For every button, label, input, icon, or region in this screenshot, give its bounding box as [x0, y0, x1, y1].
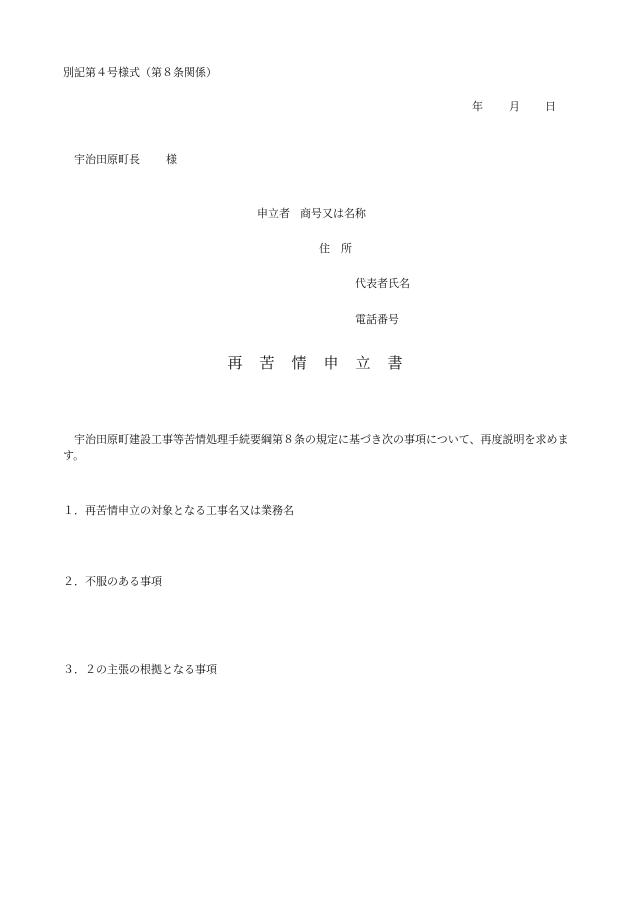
addressee-honorific: 様 — [166, 153, 177, 166]
date-year-label: 年 — [472, 100, 483, 113]
addressee-name: 宇治田原町長 — [74, 153, 140, 166]
address-label: 住 所 — [319, 242, 352, 255]
item-objection-matters: ２．不服のある事項 — [63, 575, 162, 588]
request-statement: 宇治田原町建設工事等苦情処理手続要綱第８条の規定に基づき次の事項について、再度説明を求めます。 — [63, 433, 569, 462]
item-grounds-for-claim: ３．２の主張の根拠となる事項 — [63, 663, 217, 676]
date-month-label: 月 — [509, 100, 520, 113]
document-title: 再苦情申立書 — [227, 354, 420, 372]
form-number: 別記第４号様式（第８条関係） — [63, 66, 217, 79]
date-day-label: 日 — [545, 100, 556, 113]
business-name-label: 商号又は名称 — [300, 207, 366, 220]
applicant-name-line — [257, 207, 366, 221]
item-target-work-name: １．再苦情申立の対象となる工事名又は業務名 — [63, 504, 294, 517]
phone-number-label: 電話番号 — [355, 313, 399, 326]
addressee — [74, 153, 177, 167]
representative-name-label: 代表者氏名 — [355, 277, 410, 290]
applicant-label: 申立者 — [257, 207, 290, 220]
